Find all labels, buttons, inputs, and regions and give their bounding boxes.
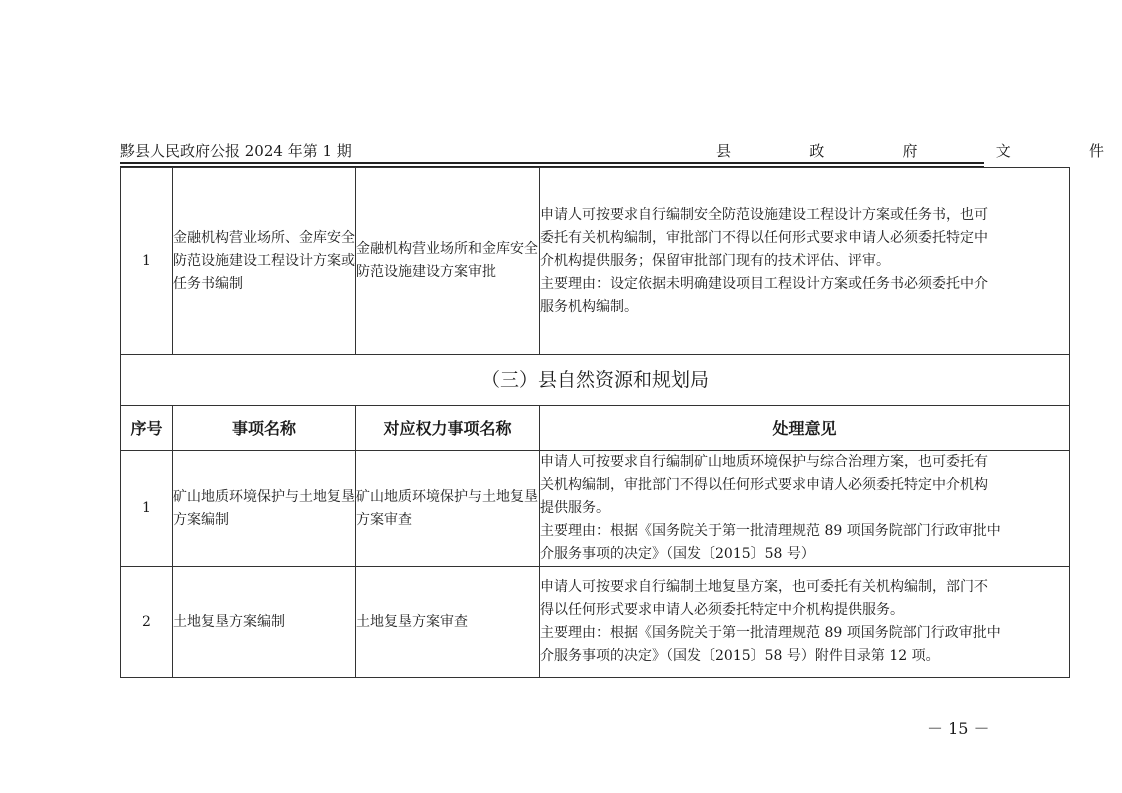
opinion-line: 委托有关机构编制，审批部门不得以任何形式要求申请人必须委托特定中 (540, 229, 988, 246)
handling-opinion (540, 567, 1070, 678)
opinion-line: 申请人可按要求自行编制土地复垦方案，也可委托有关机构编制，部门不 (540, 579, 988, 595)
column-header: 处理意见 (540, 406, 1070, 451)
handling-opinion (540, 168, 1070, 355)
row-index: 2 (121, 567, 173, 678)
header-rule (120, 162, 984, 164)
page-number: － 15 － (927, 719, 990, 738)
item-name: 土地复垦方案编制 (173, 567, 356, 678)
power-item-name: 金融机构营业场所和金库安全防范设施建设方案审批 (356, 168, 540, 355)
column-header: 事项名称 (173, 406, 356, 451)
opinion-line: 介服务事项的决定》（国发〔2015〕58 号） (540, 546, 815, 562)
opinion-line: 介机构提供服务；保留审批部门现有的技术评估、评审。 (540, 252, 890, 269)
header-char: 府 (902, 142, 918, 160)
section-title: （三）县自然资源和规划局 (480, 368, 709, 391)
opinion-line: 主要理由：根据《国务院关于第一批清理规范 89 项国务院部门行政审批中 (540, 523, 1001, 539)
opinion-line: 服务机构编制。 (540, 298, 638, 315)
section-row (121, 355, 1070, 406)
intermediary-services-table (120, 167, 1070, 678)
header-char: 县 (716, 142, 732, 160)
table-row (121, 168, 1070, 355)
page-header (120, 138, 1104, 164)
column-header: 对应权力事项名称 (356, 406, 540, 451)
gazette-issue-title: 黟县人民政府公报 2024 年第 1 期 (120, 142, 352, 160)
header-char: 件 (1088, 142, 1104, 160)
item-name: 金融机构营业场所、金库安全防范设施建设工程设计方案或任务书编制 (173, 168, 356, 355)
item-name: 矿山地质环境保护与土地复垦方案编制 (173, 451, 356, 567)
table-row (121, 451, 1070, 567)
table-row (121, 567, 1070, 678)
header-char: 文 (995, 142, 1011, 160)
power-item-name: 土地复垦方案审查 (356, 567, 540, 678)
opinion-line: 关机构编制，审批部门不得以任何形式要求申请人必须委托特定中介机构 (540, 477, 988, 493)
header-char: 政 (809, 142, 825, 160)
opinion-line: 申请人可按要求自行编制安全防范设施建设工程设计方案或任务书，也可 (540, 206, 988, 223)
opinion-line: 主要理由：设定依据未明确建设项目工程设计方案或任务书必须委托中介 (540, 275, 988, 292)
opinion-line: 申请人可按要求自行编制矿山地质环境保护与综合治理方案，也可委托有 (540, 454, 988, 470)
opinion-line: 介服务事项的决定》（国发〔2015〕58 号）附件目录第 12 项。 (540, 648, 940, 664)
opinion-line: 得以任何形式要求申请人必须委托特定中介机构提供服务。 (540, 602, 904, 618)
opinion-line: 主要理由：根据《国务院关于第一批清理规范 89 项国务院部门行政审批中 (540, 625, 1001, 641)
row-index: 1 (121, 451, 173, 567)
row-index: 1 (121, 168, 173, 355)
column-header: 序号 (121, 406, 173, 451)
column-header-row (121, 406, 1070, 451)
handling-opinion (540, 451, 1070, 567)
opinion-line: 提供服务。 (540, 500, 610, 516)
county-government-document-label (716, 138, 1104, 164)
power-item-name: 矿山地质环境保护与土地复垦方案审查 (356, 451, 540, 567)
